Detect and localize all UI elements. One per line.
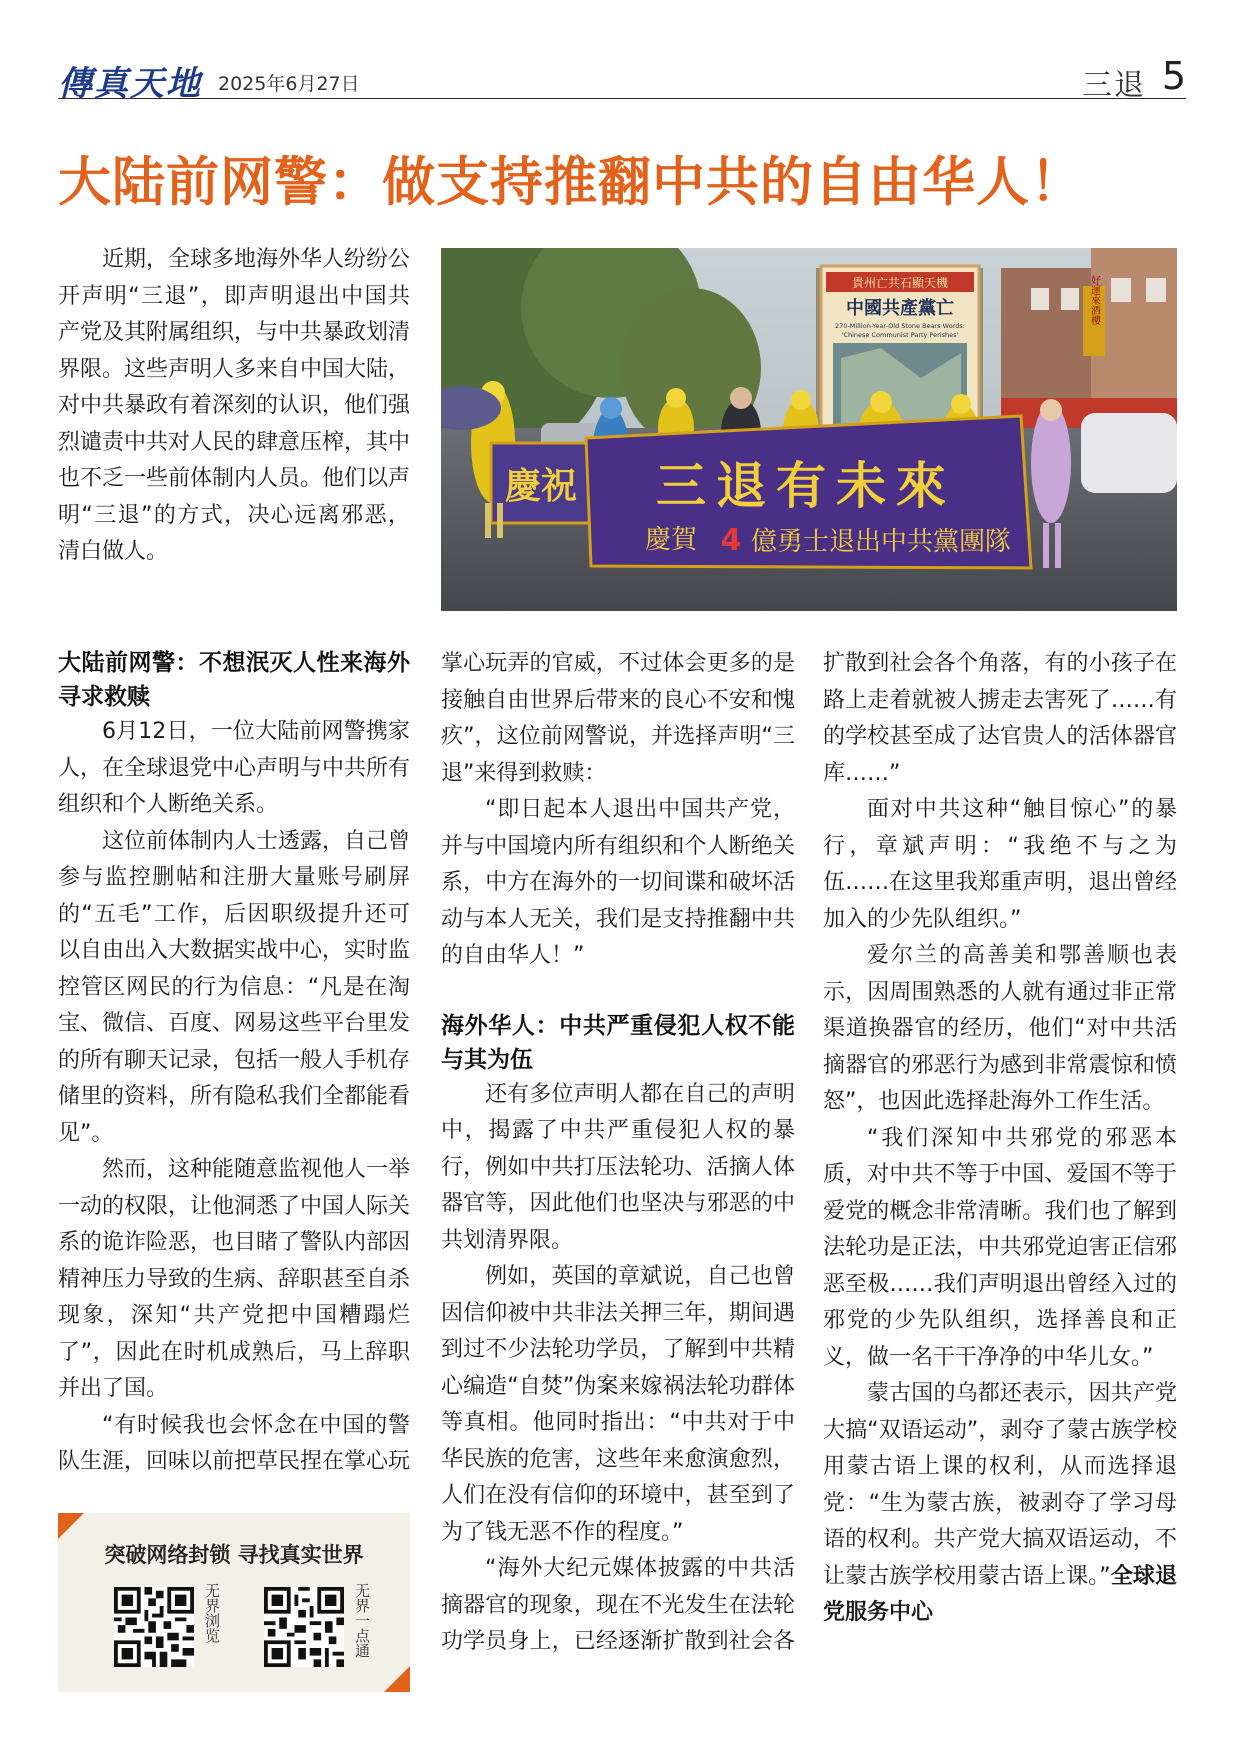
sign-top-text: 貴州亡共石顯天機 — [851, 276, 949, 290]
section-2-paragraph-5: 爱尔兰的高善美和鄂善顺也表示，因周围熟悉的人就有通过非正常渠道换器官的经历，他们“对中共活摘器官的邪恶行为感到非常震惊和愤怒”，也因此选择赴海外工作生活。 — [823, 943, 1177, 1114]
qr-code-box — [58, 1513, 410, 1692]
page-number: 5 — [1161, 54, 1186, 98]
banner-sub-before: 慶賀 — [644, 525, 698, 555]
banner-sub-after: 億勇士退出中共黨團隊 — [750, 527, 1012, 557]
section-1-paragraph-2: 这位前体制内人士透露，自己曾参与监控删帖和注册大量账号刷屏的“五毛”工作，后因职级提升还可以自由出入大数据实战中心，实时监控管区网民的行为信息：“凡是在淘宝、微信、百度、网易这些平台里发的所有聊天记录，包括一般人手机存储里的资料，所有隐私我们全都能看见”。 — [58, 828, 411, 1146]
qr-label-1: 无界浏览 — [203, 1583, 221, 1643]
issue-date: 2025年6月27日 — [218, 73, 360, 95]
parade-photo — [441, 248, 1177, 611]
section-name: 三退 — [1082, 68, 1146, 103]
corner-decoration — [58, 1513, 84, 1539]
qr-box-title: 突破网络封锁 寻找真实世界 — [104, 1543, 364, 1567]
section-2-paragraph-6: “我们深知中共邪党的邪恶本质，对中共不等于中国、爱国不等于爱党的概念非常清晰。我们也了解到法轮功是正法，中共邪党迫害正信邪恶至极……我们声明退出曾经入过的邪党的少先队组织，选择善良和正义，做一名干干净净的中华儿女。” — [823, 1125, 1177, 1370]
section-2-paragraph-7-text: 蒙古国的乌都还表示，因共产党大搞“双语运动”，剥夺了蒙古族学校用蒙古语上课的权利，从而选择退党：“生为蒙古族，被剥夺了学习母语的权利。共产党大搞双语运动，不让蒙古族学校用蒙古语上课。” — [823, 1381, 1177, 1589]
masthead — [58, 54, 1186, 104]
article-headline: 大陆前网警：做支持推翻中共的自由华人！ — [58, 151, 1084, 213]
section-1-heading: 大陆前网警：不想泯灭人性来海外寻求救赎 — [58, 650, 410, 710]
article-signature: 全球退党服务中心 — [823, 1563, 1177, 1625]
section-2-paragraph-4: 面对中共这种“触目惊心”的暴行，章斌声明：“我绝不与之为伍……在这里我郑重声明，退出曾经加入的少先队组织。” — [823, 797, 1177, 932]
section-2-paragraph-7 — [823, 1376, 1177, 1632]
section-2-paragraph-3-continued: 扩散到社会各个角落，有的小孩子在路上走着就被人掳走去害死了……有的学校甚至成了达官贵人的活体器官库……” — [823, 651, 1177, 786]
left-banner-text: 慶祝 — [504, 466, 578, 507]
qr-code-icon[interactable] — [114, 1587, 194, 1667]
sign-english-line-2: 'Chinese Communist Party Perishes' — [841, 331, 959, 339]
shop-sign-text: 好運來酒樓 — [1088, 275, 1100, 325]
sign-english-line-1: 270-Million-Year-Old Stone Bears Words: — [835, 322, 965, 330]
qr-label-2: 无界一点通 — [353, 1583, 371, 1658]
section-2-heading: 海外华人：中共严重侵犯人权不能与其为伍 — [441, 1012, 795, 1073]
spacer — [441, 975, 795, 1009]
section-2-paragraph-3: “海外大纪元媒体披露的中共活摘器官的现象，现在不光发生在法轮功学员身上，已经逐渐扩散到社会各 — [441, 1556, 795, 1654]
qr-code-icon[interactable] — [264, 1587, 344, 1667]
column-3 — [823, 646, 1177, 1632]
newspaper-logo: 傳真天地 — [58, 64, 202, 104]
section-1-paragraph-5: “即日起本人退出中国共产党，并与中国境内所有组织和个人断绝关系，中方在海外的一切间谍和破坏活动与本人无关，我们是支持推翻中共的自由华人！” — [441, 797, 795, 968]
section-1-paragraph-4: “有时候我也会怀念在中国的警队生涯，回味以前把草民捏在掌心玩 — [58, 1412, 410, 1474]
section-1-paragraph-4-continued: 掌心玩弄的官威，不过体会更多的是接触自由世界后带来的良心不安和愧疚”，这位前网警说，并选择声明“三退”来得到救赎： — [441, 651, 795, 786]
corner-decoration — [384, 1666, 410, 1692]
intro-paragraph: 近期，全球多地海外华人纷纷公开声明“三退”，即声明退出中国共产党及其附属组织，与中共暴政划清界限。这些声明人多来自中国大陆，对中共暴政有着深刻的认识，他们强烈谴责中共对人民的肆意压榨，其中也不乏一些前体制内人员。他们以声明“三退”的方式，决心远离邪恶，清白做人。 — [58, 247, 411, 564]
section-2-paragraph-1: 还有多位声明人都在自己的声明中，揭露了中共严重侵犯人权的暴行，例如中共打压法轮功、活摘人体器官等，因此他们也坚决与邪恶的中共划清界限。 — [441, 1081, 795, 1253]
section-1-paragraph-3: 然而，这种能随意监视他人一举一动的权限，让他洞悉了中国人际关系的诡诈险恶，也目睹了警队内部因精神压力导致的生病、辞职甚至自杀现象，深知“共产党把中国糟蹋烂了”，因此在时机成熟后，马上辞职并出了国。 — [58, 1157, 411, 1401]
column-1 — [58, 646, 410, 1480]
section-1-paragraph-1: 6月12日，一位大陆前网警携家人，在全球退党中心声明与中共所有组织和个人断绝关系。 — [58, 719, 411, 817]
article-intro — [58, 242, 410, 571]
column-2 — [441, 646, 795, 1660]
sign-title-text: 中國共產黨亡 — [846, 298, 954, 319]
banner-sub-number: 4 — [720, 523, 742, 558]
section-2-paragraph-2: 例如，英国的章斌说，自己也曾因信仰被中共非法关押三年，期间遇到过不少法轮功学员，了解到中共精心编造“自焚”伪案来嫁祸法轮功群体等真相。他同时指出：“中共对于中华民族的危害，这些年来愈演愈烈，人们在没有信仰的环境中，甚至到了为了钱无恶不作的程度。” — [441, 1264, 795, 1545]
main-banner-text: 三退有未來 — [656, 456, 956, 515]
